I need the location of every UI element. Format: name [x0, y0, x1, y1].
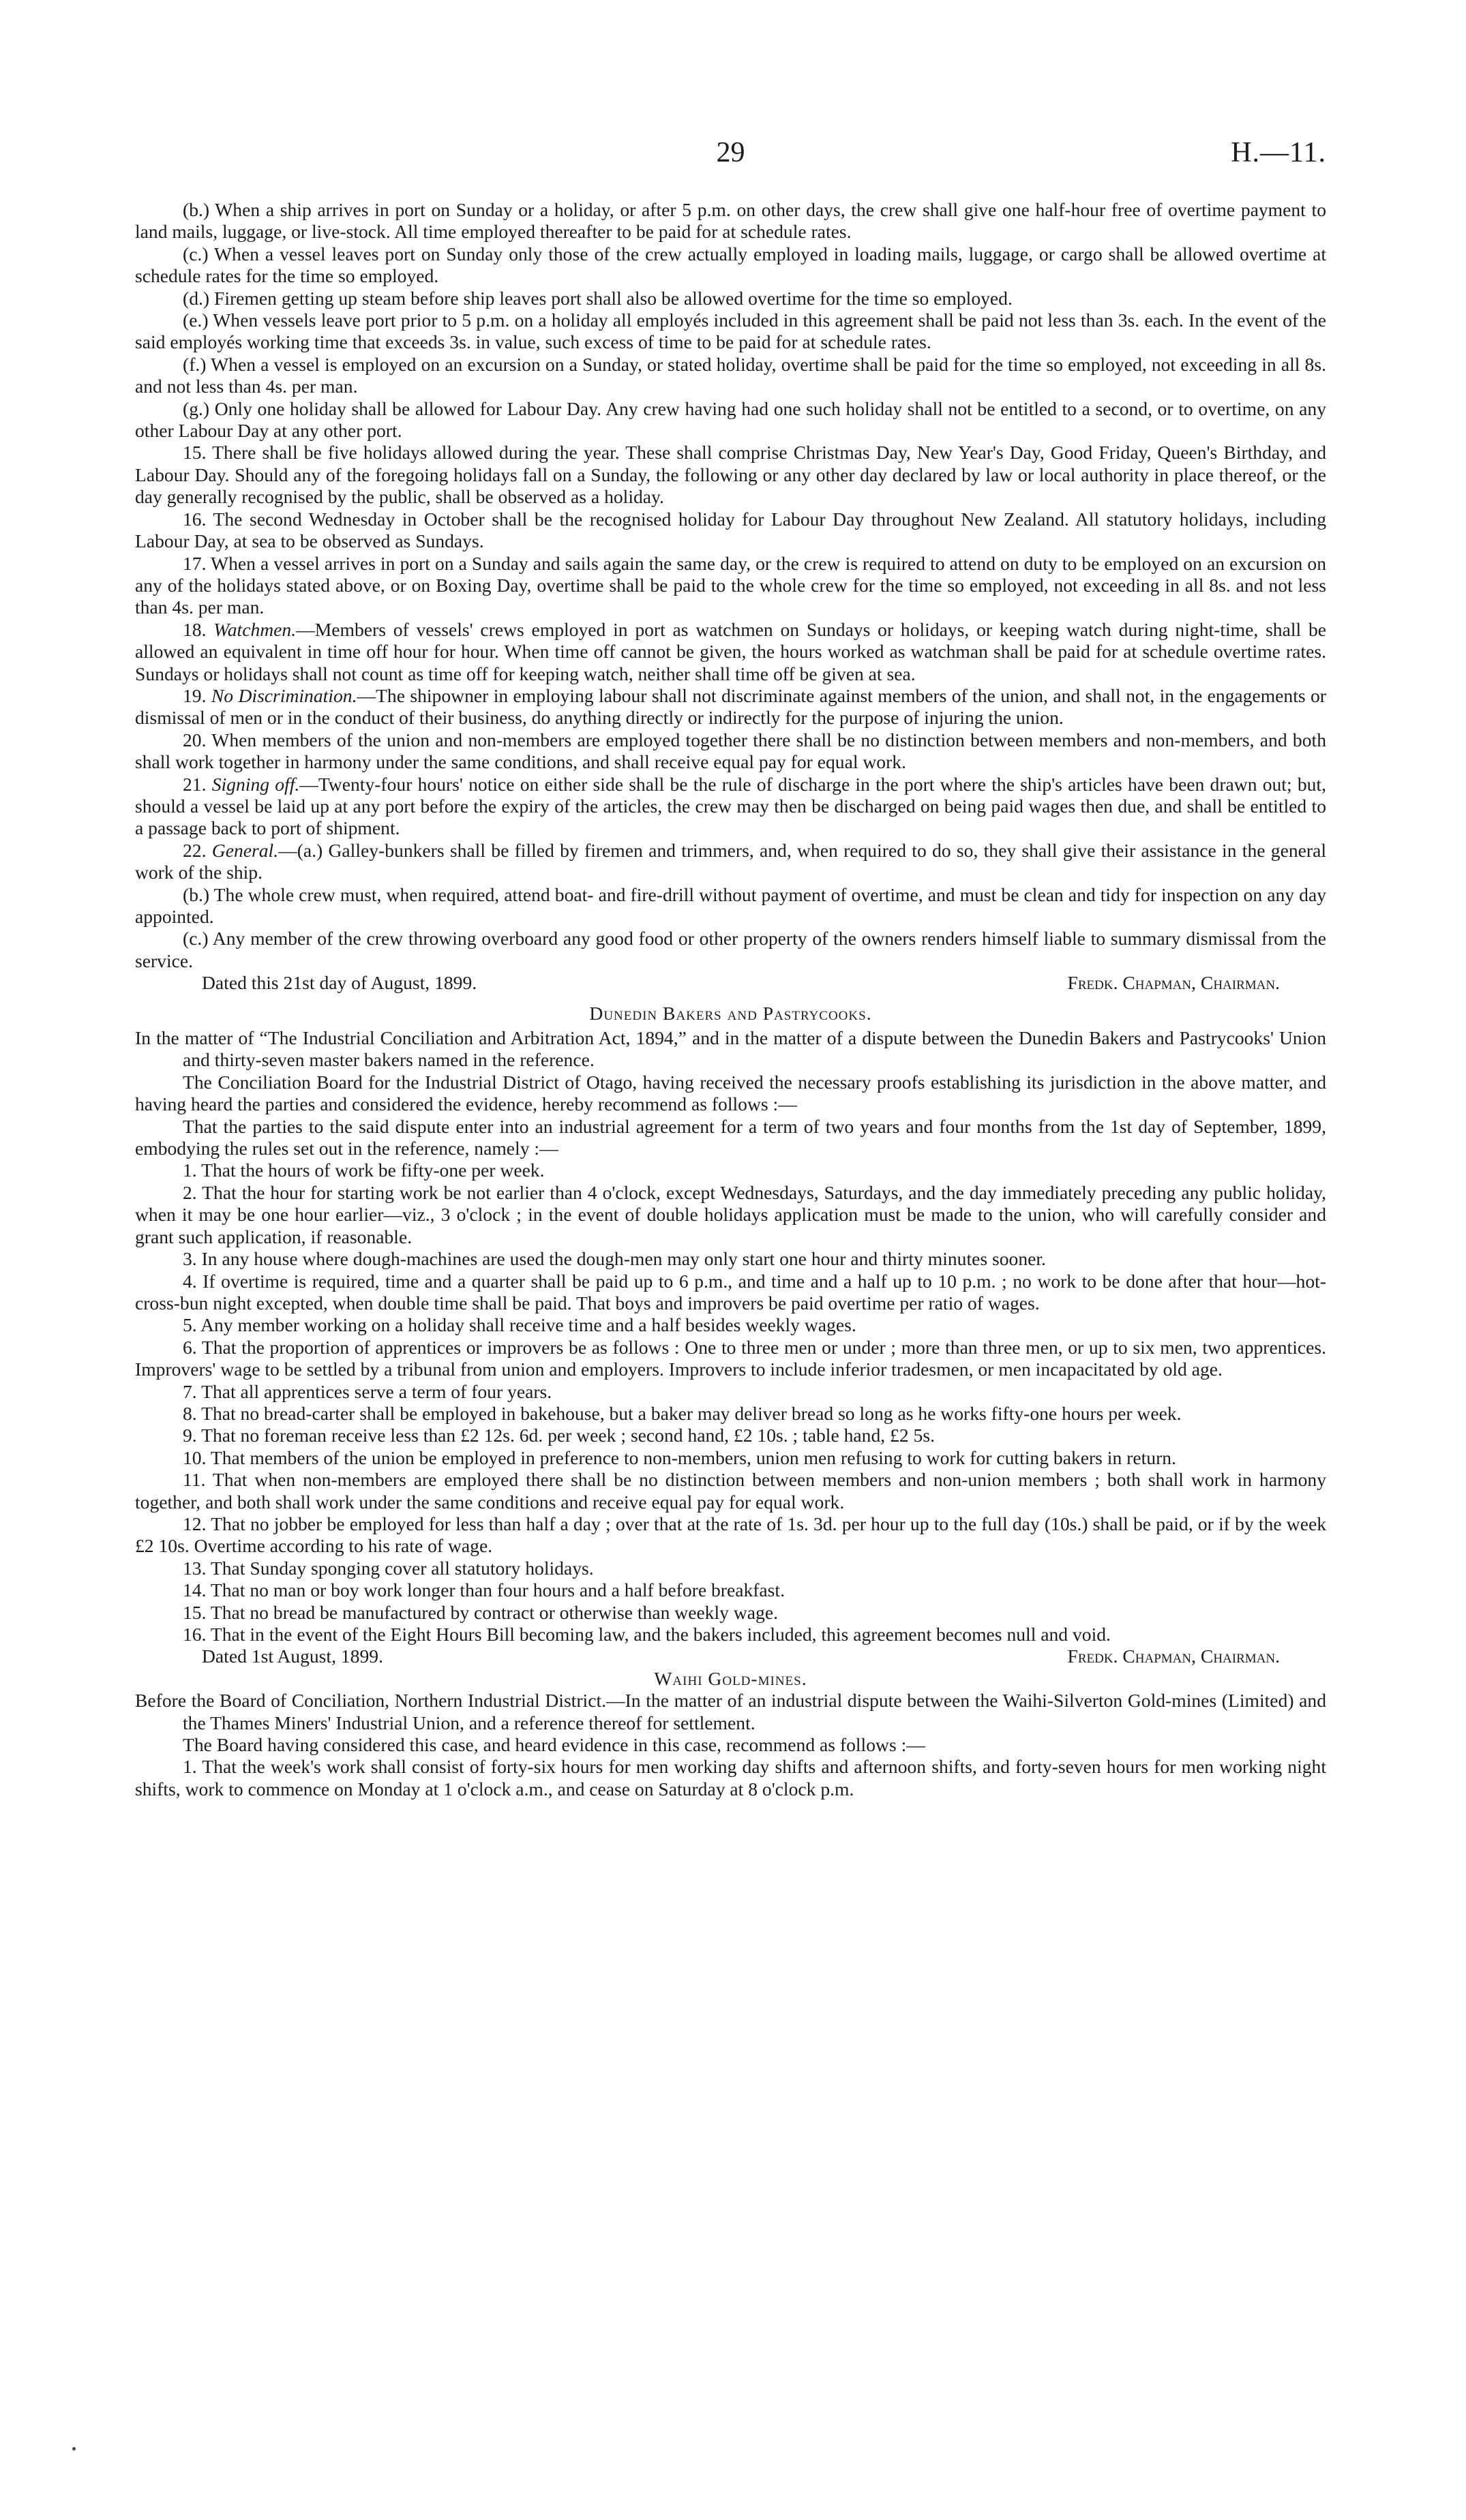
bakers-rule-4: 4. If overtime is required, time and a quarter shall be paid up to 6 p.m., and time and a half up to 10 p.m. ; no work to be done after that hour—hot-cross-bun night excepted, when double time shall be paid. That boys and improvers be paid overtime per ratio of wages.	[135, 1270, 1326, 1314]
clause-22-number: 22.	[183, 839, 207, 861]
bakers-dated-line: Dated 1st August, 1899.	[202, 1645, 383, 1667]
page-number: 29	[716, 137, 745, 168]
clause-b: (b.) When a ship arrives in port on Sunday or a holiday, or after 5 p.m. on other days, the crew shall give one half-hour free of overtime payment to land mails, luggage, or live-stock. All time employed thereafter to be paid for at schedule rates.	[135, 199, 1326, 243]
clause-18-number: 18.	[183, 618, 207, 640]
clause-20: 20. When members of the union and non-members are employed together there shall be no distinction between members and non-members, and both shall work together in harmony under the same conditions, and shall receive equal pay for equal work.	[135, 729, 1326, 773]
bakers-rule-8: 8. That no bread-carter shall be employed in bakehouse, but a baker may deliver bread so long as he works fifty-one hours per week.	[183, 1402, 1182, 1424]
clause-22-c: (c.) Any member of the crew throwing overboard any good food or other property of the owners renders himself liable to summary dismissal from the service.	[135, 928, 1326, 971]
clause-16: 16. The second Wednesday in October shall be the recognised holiday for Labour Day throughout New Zealand. All statutory holidays, including Labour Day, at sea to be observed as Sundays.	[135, 508, 1326, 552]
clause-21-number: 21.	[183, 773, 207, 795]
bakers-rule-12: 12. That no jobber be employed for less than half a day ; over that at the rate of 1s. 3d. per hour up to the full day (10s.) shall be paid, or if by the week £2 10s. Overtime according to his rate of wage.	[135, 1513, 1326, 1557]
clause-19-heading: No Discrimination.	[211, 684, 357, 706]
clause-21	[135, 774, 1326, 840]
bakers-rule-16: 16. That in the event of the Eight Hours Bill becoming law, and the bakers included, this agreement becomes null and void.	[183, 1624, 1111, 1645]
bakers-rule-2: 2. That the hour for starting work be not earlier than 4 o'clock, except Wednesdays, Saturdays, and the day immediately preceding any public holiday, when it may be one hour earlier—viz., 3 o'clock ; in the event of double holidays application must be made to the union, who will carefully consider and grant such application, if reasonable.	[135, 1181, 1326, 1247]
bakers-rule-15: 15. That no bread be manufactured by contract or otherwise than weekly wage.	[183, 1601, 778, 1623]
bakers-matter: In the matter of “The Industrial Conciliation and Arbitration Act, 1894,” and in the matter of a dispute between the Dunedin Bakers and Pastrycooks' Union and thirty-seven master bakers named in the reference.	[135, 1027, 1326, 1071]
clause-19	[135, 685, 1326, 729]
bakers-rule-14: 14. That no man or boy work longer than four hours and a half before breakfast.	[183, 1579, 785, 1601]
clause-21-heading: Signing off.	[211, 773, 300, 795]
section-title-waihi: Waihi Gold-mines.	[654, 1667, 807, 1689]
clause-22	[135, 840, 1326, 884]
bakers-rule-1: 1. That the hours of work be fifty-one per week.	[183, 1159, 545, 1181]
bakers-chairman-signature: Fredk. Chapman, Chairman.	[1067, 1645, 1280, 1667]
page-header	[135, 136, 1326, 191]
bakers-rule-10: 10. That members of the union be employed in preference to non-members, union men refusing to work for cutting bakers in return.	[183, 1446, 1176, 1468]
paper-speck	[72, 2447, 76, 2450]
clause-17: 17. When a vessel arrives in port on a Sunday and sails again the same day, or the crew is required to attend on duty to be employed on an excursion on any of the holidays stated above, or on Boxing Day, overtime shall be paid to the whole crew for the time so employed, not exceeding in all 8s. and not less than 4s. per man.	[135, 552, 1326, 618]
bakers-rule-11: 11. That when non-members are employed there shall be no distinction between members and non-union members ; both shall work in harmony together, and both shall work under the same conditions and receive equal pay for equal work.	[135, 1469, 1326, 1513]
clause-18-body: —Members of vessels' crews employed in port as watchmen on Sundays or holidays, or keeping watch during night-time, shall be allowed an equivalent in time off hour for hour. When time off cannot be given, the hours worked as watchman shall be paid for at schedule overtime rates. Sundays or holidays shall not count as time off for keeping watch, neither shall time off be given at sea.	[135, 618, 1326, 684]
clause-e: (e.) When vessels leave port prior to 5 p.m. on a holiday all employés included in this agreement shall be paid not less than 3s. each. In the event of the said employés working time that exceeds 3s. in value, such excess of time to be paid for at schedule rates.	[135, 309, 1326, 353]
signature-line	[135, 972, 1326, 994]
waihi-rule-1: 1. That the week's work shall consist of forty-six hours for men working day shifts and afternoon shifts, and forty-seven hours for men working night shifts, work to commence on Monday at 1 o'clock a.m., and cease on Saturday at 8 o'clock p.m.	[135, 1756, 1326, 1800]
bakers-rule-9: 9. That no foreman receive less than £2 12s. 6d. per week ; second hand, £2 10s. ; table hand, £2 5s.	[183, 1425, 935, 1446]
document-reference: H.—11.	[1231, 137, 1326, 168]
clause-d: (d.) Firemen getting up steam before ship leaves port shall also be allowed overtime for the time so employed.	[183, 287, 1013, 309]
bakers-rule-5: 5. Any member working on a holiday shall receive time and a half besides weekly wages.	[183, 1314, 856, 1336]
clause-19-body: —The shipowner in employing labour shall not discriminate against members of the union, and shall not, in the engagements or dismissal of men or in the conduct of their business, do anything directly or indirectly for the purpose of injuring the union.	[135, 684, 1326, 729]
bakers-rule-6: 6. That the proportion of apprentices or improvers be as follows : One to three men or under ; more than three men, or up to six men, two apprentices. Improvers' wage to be settled by a tribunal from union and employers. Improvers to include inferior tradesmen, or men incapacitated by old age.	[135, 1336, 1326, 1380]
body-text	[135, 199, 1326, 1800]
bakers-intro: The Conciliation Board for the Industrial District of Otago, having received the necessary proofs establishing its jurisdiction in the above matter, and having heard the parties and considered the evidence, hereby recommend as follows :—	[135, 1071, 1326, 1115]
clause-19-number: 19.	[183, 684, 207, 706]
clause-22-b: (b.) The whole crew must, when required, attend boat- and fire-drill without payment of overtime, and must be clean and tidy for inspection on any day appointed.	[135, 883, 1326, 927]
dated-line: Dated this 21st day of August, 1899.	[202, 972, 477, 994]
clause-22-heading: General.	[211, 839, 279, 861]
clause-15: 15. There shall be five holidays allowed during the year. These shall comprise Christmas Day, New Year's Day, Good Friday, Queen's Birthday, and Labour Day. Should any of the foregoing holidays fall on a Sunday, the following or any other day declared by law or local authority in place thereof, or the day generally recognised by the public, shall be observed as a holiday.	[135, 442, 1326, 508]
section-title-bakers: Dunedin Bakers and Pastrycooks.	[589, 1002, 872, 1024]
bakers-agreement: That the parties to the said dispute enter into an industrial agreement for a term of two years and four months from the 1st day of September, 1899, embodying the rules set out in the reference, namely :—	[135, 1115, 1326, 1159]
clause-c: (c.) When a vessel leaves port on Sunday only those of the crew actually employed in loading mails, luggage, or cargo shall be allowed overtime at schedule rates for the time so employed.	[135, 243, 1326, 287]
clause-18-heading: Watchmen.	[213, 618, 297, 640]
bakers-signature-line	[135, 1645, 1326, 1667]
bakers-rule-7: 7. That all apprentices serve a term of four years.	[183, 1380, 552, 1402]
clause-18	[135, 619, 1326, 685]
clause-g: (g.) Only one holiday shall be allowed for Labour Day. Any crew having had one such holiday shall not be entitled to a second, or to overtime, on any other Labour Day at any other port.	[135, 397, 1326, 442]
clause-f: (f.) When a vessel is employed on an excursion on a Sunday, or stated holiday, overtime shall be paid for the time so employed, not exceeding in all 8s. and not less than 4s. per man.	[135, 353, 1326, 397]
clause-21-body: —Twenty-four hours' notice on either side shall be the rule of discharge in the port where the ship's articles have been drawn out; but, should a vessel be laid up at any port before the expiry of the articles, the crew may then be discharged on being paid wages then due, and shall be entitled to a passage back to port of shipment.	[135, 773, 1326, 839]
chairman-signature: Fredk. Chapman, Chairman.	[1067, 972, 1280, 994]
waihi-intro: The Board having considered this case, and heard evidence in this case, recommend as follows :—	[183, 1734, 925, 1756]
bakers-rule-13: 13. That Sunday sponging cover all statutory holidays.	[183, 1557, 594, 1579]
clause-22-body: —(a.) Galley-bunkers shall be filled by firemen and trimmers, and, when required to do so, they shall give their assistance in the general work of the ship.	[135, 839, 1326, 883]
document-page	[135, 136, 1326, 1800]
waihi-before: Before the Board of Conciliation, Northern Industrial District.—In the matter of an industrial dispute between the Waihi-Silverton Gold-mines (Limited) and the Thames Miners' Industrial Union, and a reference thereof for settlement.	[135, 1690, 1326, 1733]
bakers-rule-3: 3. In any house where dough-machines are used the dough-men may only start one hour and thirty minutes sooner.	[183, 1248, 1046, 1270]
